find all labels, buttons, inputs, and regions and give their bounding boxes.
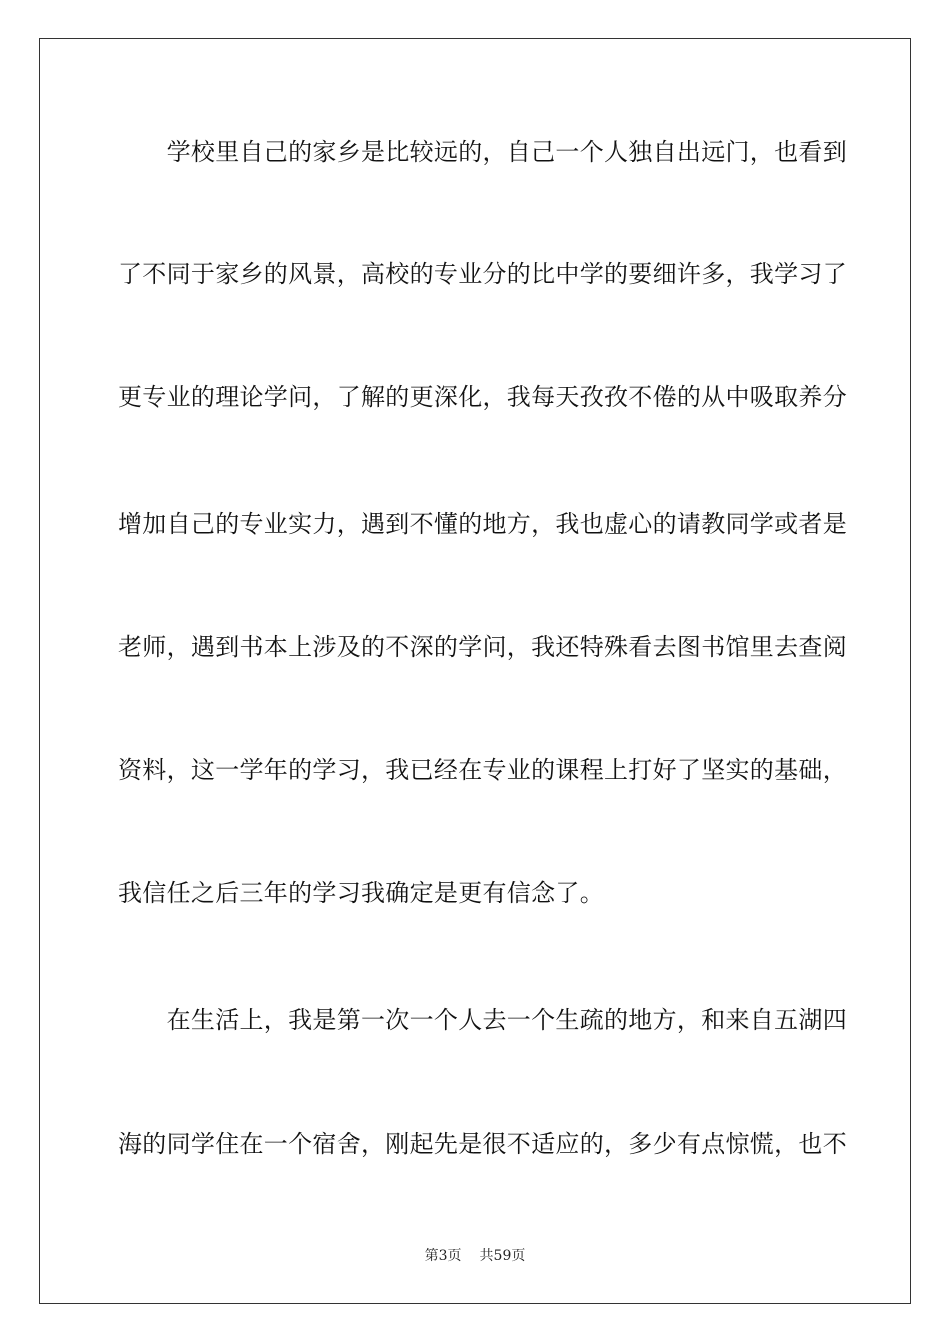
paragraph-line-2: 了不同于家乡的风景，高校的专业分的比中学的要细许多，我学习了	[118, 260, 847, 288]
paragraph-line-5: 老师，遇到书本上涉及的不深的学问，我还特殊看去图书馆里去查阅	[118, 633, 847, 661]
paragraph-line-4: 增加自己的专业实力，遇到不懂的地方，我也虚心的请教同学或者是	[118, 510, 847, 538]
paragraph-line-1: 学校里自己的家乡是比较远的，自己一个人独自出远门，也看到	[118, 138, 847, 166]
paragraph-line-3: 更专业的理论学问，了解的更深化，我每天孜孜不倦的从中吸取养分	[118, 383, 847, 411]
paragraph-line-8: 在生活上，我是第一次一个人去一个生疏的地方，和来自五湖四	[118, 1006, 847, 1034]
page-number-total: 共59页	[479, 1248, 526, 1264]
paragraph-line-6: 资料，这一学年的学习，我已经在专业的课程上打好了坚实的基础，	[118, 756, 847, 784]
paragraph-line-9: 海的同学住在一个宿舍，刚起先是很不适应的，多少有点惊慌，也不	[118, 1130, 847, 1158]
page-number-current: 第3页	[424, 1248, 462, 1264]
page-footer	[0, 1247, 950, 1265]
page-border	[39, 38, 911, 1304]
paragraph-line-7: 我信任之后三年的学习我确定是更有信念了。	[118, 879, 604, 907]
